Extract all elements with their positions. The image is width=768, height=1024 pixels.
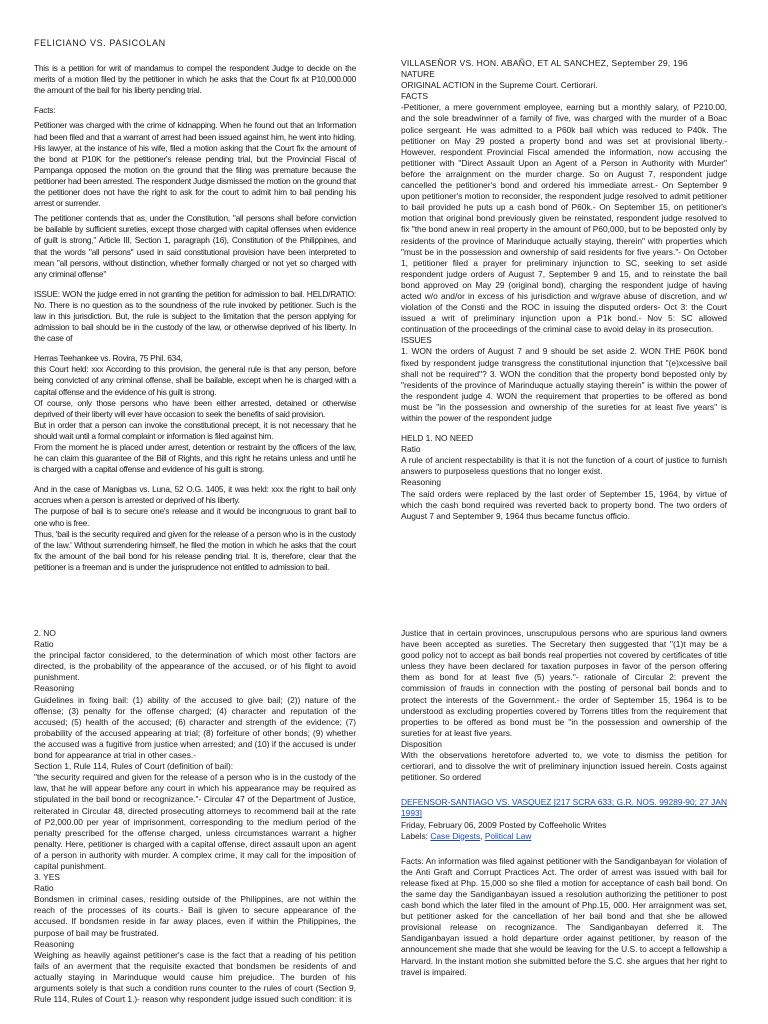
- manigbas-paragraph: And in the case of Manigbas vs. Luna, 52 O.G. 1405, it was held: xxx the right to bail only accrues when a person is arrested or deprived of his liberty.: [34, 484, 356, 506]
- nature-text: ORIGINAL ACTION in the Supreme Court. Certiorari.: [401, 80, 598, 91]
- purpose-paragraph: The purpose of bail is to secure one's release and it would be incongruous to grant bail to one who is free.: [34, 506, 356, 528]
- label-political-law-link[interactable]: Political Law: [484, 830, 532, 841]
- section-heading: Section 1, Rule 114, Rules of Court (definition of bail):: [34, 761, 234, 772]
- reasoning-text: The said orders were replaced by the last order of September 15, 1964, by virtue of which the cash bond required was reverted back to property bond. The two orders of August 7 and September 9, 1964 thus became functus officio.: [401, 488, 727, 521]
- disposition-label: Disposition: [401, 738, 442, 749]
- held-label: HELD 1. NO NEED: [401, 433, 474, 444]
- ratio2-label: Ratio: [34, 883, 54, 894]
- disposition-text: With the observations heretofore adverted to, we vote to dismiss the petition for certiorari, and to dissolve the writ of preliminary injunction issued herein. Costs against petitioner. So ordered: [401, 750, 727, 783]
- guidelines-text: Guidelines in fixing bail: (1) ability of the accused to give bail; (2)) nature of the offense; (3) penalty for the offense charged; (4) character and reputation of the accused; (5) health of the accused; (6) character and strength of the evidence; (7) probability of the accused appearing at trial; (8) forfeiture of other bonds; (9) whether the accused was a fugitive from justice when arrested; and (10) if the accused is under bond for appearance at trial in other cases.-: [34, 694, 356, 761]
- facts-label: FACTS: [401, 91, 428, 102]
- post-meta: Friday, February 06, 2009 Posted by Coffeeholic Writes: [401, 819, 607, 830]
- nature-label: NATURE: [401, 69, 435, 80]
- defensor-santiago-link[interactable]: DEFENSOR-SANTIAGO VS. VASQUEZ [217 SCRA 633; G.R. NOS. 99289-90; 27 JAN 1993]: [401, 797, 727, 819]
- holdings-column: [34, 628, 356, 1009]
- post-labels: [401, 831, 727, 842]
- facts-paragraph: -Petitioner, a mere government employee, earning but a monthly salary, of P210.00, and the sole breadwinner of a family of five, was charged with the murder of a Boac police sergeant. He was admitted to a P60k bail which was reduced to P40k. The petitioner on May 29 posted a property bond and was set at provisional liberty.- However, respondent Provincial Fiscal amended the information, now accusing the petitioner with "Direct Assault Upon an Agent of a Person in Authority with Murder" before the arraignment on the murder charge. So on August 7, respondent judge cancelled the petitioner's bond and ordered his immediate arrest.- On September 9 upon petitioner's motion to reconsider, the respondent judge resolved to admit petitioner to bail provided he puts up a cash bond of P60k.- On September 15, on petitioner's motion that original bond previously given be reinstated, respondent judge resolved to fix "the bond anew in real property in the amount of P60,000, but to be beposted only by residents of the province of Marinduque actually staying, therein" with properties which "must be in the possession and ownership of said residents for five years."- On October 1, petitioner filed a prayer for preliminary injunction to SC, seeking to set aside respondent judge orders of August 7, September 9 and 15, and to reinstate the bail bond approved on May 29 (original bond), charging the respondent judge of having acted w/o and/or in excess of his jurisdiction and w/grave abuse of discretion, and w/ violation of the Consti and the ROC in issuing the disputed orders- Oct 3: the Court issued a writ of preliminary injunction upon a P1k bond.- Nov 5: SC allowed continuation of the proceedings of the criminal case to avoid delay in its prosecution.: [401, 102, 727, 335]
- contention-paragraph: The petitioner contends that as, under the Constitution, "all persons shall before conviction be bailable by sufficient sureties, except those charged with capital offenses when evidence of guilt is strong," Article III, Section 1, paragraph (16), Constitution of the Philippines, and that the words "all persons" used in said constitutional provision have been interpreted to mean "all persons, without distinction, whether formally charged or not yet so charged with any criminal offense": [34, 213, 356, 279]
- reasoning-label: Reasoning: [401, 477, 442, 488]
- holding-2-label: 2. NO: [34, 628, 56, 638]
- case-caption: VILLASEÑOR VS. HON. ABAÑO, ET AL SANCHEZ, September 29, 196: [401, 58, 688, 68]
- course-paragraph: Of course, only those persons who have been either arrested, detained or otherwise deprived of their liberty will ever have occasion to seek the benefits of said provision.: [34, 397, 356, 419]
- justice-paragraph: Justice that in certain provinces, unscrupulous persons who are spurious land owners have been accepted as sureties. The Secretary then suggested that "(1)t may be a good policy not to accept as bail bonds real properties not covered by certificates of title unless they have been declared for taxation purposes in favor of the person offering them as bond for at least five (5) years."- rationale of Circular 2: prevent the commission of frauds in connection with the posting of personal bail bonds and to protect the interests of the Government.- the order of September 15, 1964 is to be understood as excluding properties covered by Torrens titles from the requirement that properties to be offered as bond must be "in the possession and ownership of the sureties for at least five years.: [401, 628, 727, 738]
- defensor-facts: Facts: An information was filed against petitioner with the Sandiganbayan for violation of the Anti Graft and Corrupt Practices Act. The order of arrest was issued with bail for release fixed at Php. 15,000 so she filed a motion for acceptance of cash bail bond. On the same day the Sandiganbayan issued a resolution authorizing the petitioner to post cash bond which the later filed in the amount of Php.15, 000. Her arraignment was set, but petitioner asked for the cancellation of her bail bond and that she be allowed provisional release on recognizance. The Sandiganbayan deferred it. The Sandiganbayan issued a hold departure order against petitioner, by reason of the announcement she made that she would be leaving for the U.S. to accept a fellowship a Harvard. In the instant motion she submitted before the S.C. she argues that her right to travel is impaired.: [401, 855, 727, 977]
- reasoning2-label: Reasoning: [34, 938, 75, 949]
- facts-label: Facts:: [34, 105, 56, 116]
- ratio-text: A rule of ancient respectability is that it is not the function of a court of justice to furnish answers to purposeless questions that no longer exist.: [401, 455, 727, 477]
- ratio2-text: Bondsmen in criminal cases, residing outside of the Philippines, are not within the reach of the processes of its courts.- Bail is given to secure appearance of the accused. If bondsmen reside in far away places, even if within the Philippines, the purpose of bail may be frustrated.: [34, 894, 356, 938]
- ratio-label: Ratio: [34, 639, 54, 650]
- case-title: FELICIANO VS. PASICOLAN: [34, 38, 166, 48]
- case-feliciano-column: [34, 38, 356, 577]
- facts-paragraph: Petitioner was charged with the crime of kidnapping. When he found out that an Information had been filed and that a warrant of arrest had been issued against him, he went into hiding. His lawyer, at the instance of his wife, filed a motion asking that the Court fix the amount of the bond at P10K for the petitioner's release pending trial, but the Provincial Fiscal of Pampanga opposed the motion on the ground that the filing was premature because the petitioner had been arrested. The respondent Judge dismissed the motion on the ground that the petitioner does not have the right to ask for the court to admit him to bail pending his arrest or surrender.: [34, 120, 356, 209]
- issues-paragraph: 1. WON the orders of August 7 and 9 should be set aside 2. WON THE P60K bond fixed by respondent judge transgress the constitutional injunction that "(e)xcessive bail shall not be required"? 3. WON the condition that the property bond beposted only by "residents of the province of Marinduque actually staying therein" is within the power of the respondent judge 4. WON the requirement that properties to be offered as bond must be "in the possession and ownership of the sureties for at least five years" is within the power of the respondent judge: [401, 346, 727, 423]
- thus-paragraph: Thus, 'bail is the security required and given for the release of a person who is in the custody of the law.' Without surrendering himself, he filed the motion in which he asks that the court fix the amount of the bail bond for his release pending trial. It is, therefore, clear that the petitioner is a freeman and is under the jurisprudence not entitled to admission to bail.: [34, 528, 356, 572]
- label-case-digests-link[interactable]: Case Digests: [430, 830, 481, 841]
- reasoning-label: Reasoning: [34, 683, 75, 694]
- but-paragraph: But in order that a person can invoke the constitutional precept, it is not necessary that he should wait until a formal complaint or information is filed against him.: [34, 419, 356, 441]
- ratio-label: Ratio: [401, 444, 421, 455]
- herras-citation: Herras Teehankee vs. Rovira, 75 Phil. 634,: [34, 353, 183, 364]
- weighing-text: Weighing as heavily against petitioner's case is the fact that a reading of his petition fails of an averment that the requisite exacted that bondsmen be residents of and actually staying in Marinduque would cause him prejudice. The burden of his arguments solely is that such a condition runs counter to the rules of court (Section 9, Rule 114, Rules of Court 1.)- reason why respondent judge issued such condition: it is: [34, 949, 356, 1005]
- case-villasenor-column: [401, 58, 727, 526]
- labels-prefix: Labels:: [401, 830, 431, 841]
- disposition-column: [401, 628, 727, 982]
- ratio-text: the principal factor considered, to the determination of which most other factors are directed, is the probability of the appearance of the accused, or of his flight to avoid punishment.: [34, 650, 356, 683]
- issues-label: ISSUES: [401, 335, 432, 346]
- holding-3-label: 3. YES: [34, 872, 60, 883]
- bail-definition-quote: "the security required and given for the release of a person who is in the custody of the law, that he will appear before any court in which his appearance may be required as stipulated in the bail bond or recognizance."- Circular 47 of the Department of Justice, reiterated in Circular 48, directed prosecuting attorneys to recommend bail at the rate of P2,000.00 per year of imprisonment, corresponding to the medium period of the penalty prescribed for the offense charged, unless circumstances warrant a higher penalty. Here, petitioner is charged with a capital offense, direct assault upon an agent of a person in authority with murder. A complex crime, it may call for the imposition of capital punishment.: [34, 772, 356, 871]
- herras-body: this Court held: xxx According to this provision, the general rule is that any person, before being convicted of any criminal offense, shall be bailable, except when he is charged with a capital offense and the evidence of his guilt is strong.: [34, 364, 356, 397]
- issue-paragraph: ISSUE: WON the judge erred in not granting the petition for admission to bail. HELD/RATIO: No. There is no question as to the soundness of the rule invoked by petitioner. Such is the law in this jurisdiction. But, the rule is subject to the limitation that the person applying for admission to bail should be in the custody of the law, or otherwise deprived of his liberty. In the case of: [34, 288, 356, 344]
- from-paragraph: From the moment he is placed under arrest, detention or restraint by the officers of the law, he can claim this guarantee of the Bill of Rights, and this right he retains unless and until he is charged with a capital offense and evidence of his guilt is strong.: [34, 442, 356, 475]
- labels-separator: ,: [480, 830, 485, 841]
- intro-paragraph: This is a petition for writ of mandamus to compel the respondent Judge to decide on the merits of a motion filed by the petitioner in which he asks that the Court fix at P10,000.000 the amount of the bail for his liberty pending trial.: [34, 63, 356, 96]
